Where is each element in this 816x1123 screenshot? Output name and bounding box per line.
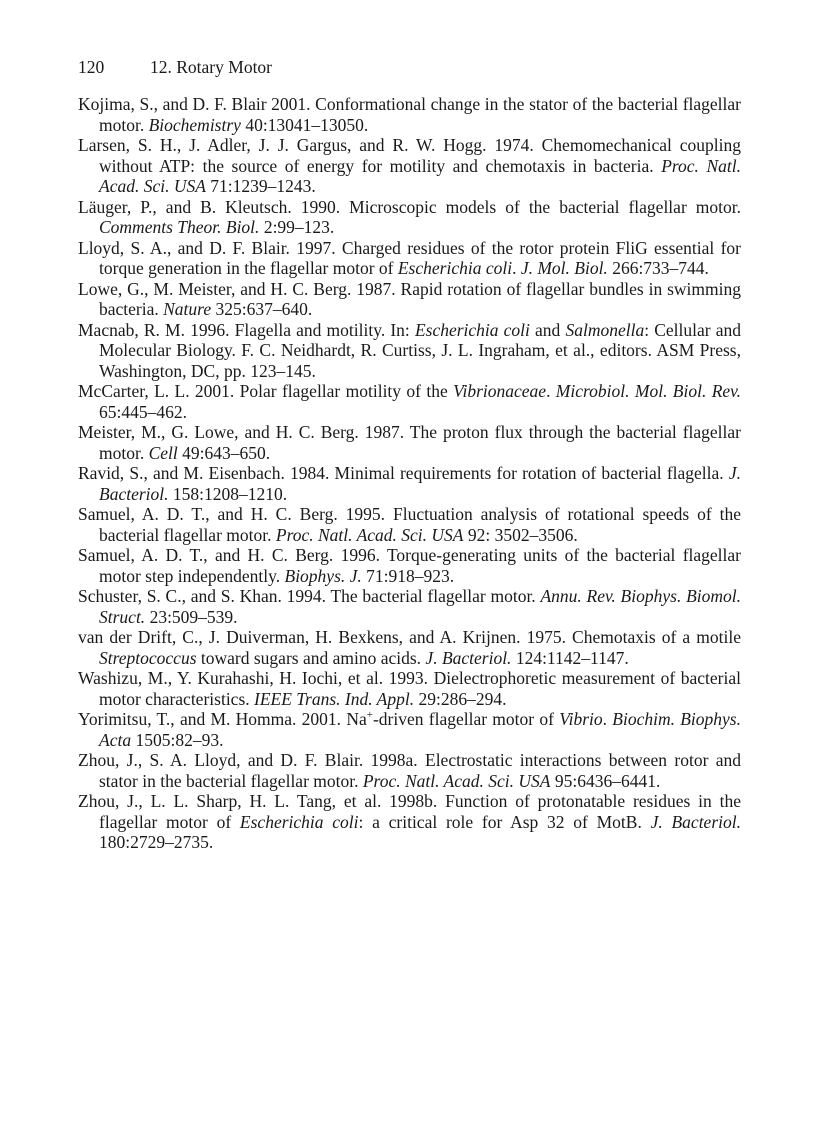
reference-text: Samuel, A. D. T., and H. C. Berg. 1996. Torque-generating units of the bacterial flagellar motor step independently. bbox=[78, 545, 741, 586]
reference-entry bbox=[78, 135, 741, 197]
reference-italic-text: J. Mol. Biol. bbox=[520, 258, 608, 278]
reference-text: 23:509–539. bbox=[145, 606, 238, 627]
reference-text: Yorimitsu, T., and M. Homma. 2001. Na bbox=[78, 709, 367, 729]
page-number: 120 bbox=[78, 57, 105, 77]
reference-entry bbox=[78, 504, 741, 545]
reference-text: . bbox=[602, 709, 613, 729]
reference-entry bbox=[78, 709, 741, 750]
reference-text: 92: 3502–3506. bbox=[463, 524, 578, 545]
reference-text: Läuger, P., and B. Kleutsch. 1990. Microscopic models of the bacterial flagellar motor. bbox=[78, 196, 741, 217]
reference-text: Kojima, S., and D. F. Blair 2001. Conformational change in the stator of the bacterial flagellar motor. bbox=[78, 94, 741, 135]
reference-entry bbox=[78, 94, 741, 135]
reference-entry bbox=[78, 545, 741, 586]
reference-italic-text: Vibrio bbox=[559, 709, 603, 729]
reference-italic-text: Microbiol. Mol. Biol. Rev. bbox=[555, 381, 741, 401]
reference-italic-text: Annu. Rev. Biophys. Biomol. Struct. bbox=[99, 586, 741, 627]
chapter-title: 12. Rotary Motor bbox=[150, 57, 273, 77]
reference-italic-text: J. Bacteriol. bbox=[99, 463, 741, 504]
reference-entry bbox=[78, 668, 741, 709]
reference-italic-text: J. Bacteriol. bbox=[425, 647, 512, 668]
reference-entry bbox=[78, 791, 741, 853]
reference-text: 95:6436–6441. bbox=[550, 770, 661, 791]
reference-text: McCarter, L. L. 2001. Polar flagellar motility of the bbox=[78, 381, 454, 401]
reference-text: 49:643–650. bbox=[177, 442, 271, 463]
reference-text: 266:733–744. bbox=[607, 258, 709, 278]
reference-entry bbox=[78, 381, 741, 422]
reference-entry bbox=[78, 750, 741, 791]
reference-entry bbox=[78, 422, 741, 463]
reference-italic-text: Proc. Natl. Acad. Sci. USA bbox=[99, 155, 742, 196]
reference-text: Meister, M., G. Lowe, and H. C. Berg. 1987. The proton flux through the bacterial flagellar motor. bbox=[78, 422, 741, 463]
reference-italic-text: Escherichia coli bbox=[414, 319, 530, 340]
reference-text: 1505:82–93. bbox=[131, 729, 224, 750]
reference-italic-text: Escherichia coli bbox=[397, 258, 513, 278]
reference-italic-text: Escherichia coli bbox=[239, 811, 359, 832]
reference-italic-text: Biochim. Biophys. Acta bbox=[99, 709, 741, 750]
reference-text: Lowe, G., M. Meister, and H. C. Berg. 1987. Rapid rotation of flagellar bundles in swimming bacteria. bbox=[78, 278, 741, 319]
reference-italic-text: Streptococcus bbox=[99, 647, 197, 668]
reference-entry bbox=[78, 627, 741, 668]
reference-italic-text: Proc. Natl. Acad. Sci. USA bbox=[362, 770, 551, 791]
reference-text: : a critical role for Asp 32 of MotB. bbox=[358, 811, 651, 832]
reference-italic-text: Biochemistry bbox=[148, 114, 241, 135]
reference-entry bbox=[78, 197, 741, 238]
reference-text: 158:1208–1210. bbox=[168, 483, 288, 504]
reference-list bbox=[78, 94, 741, 853]
reference-text: Zhou, J., L. L. Sharp, H. L. Tang, et al. 1998b. Function of protonatable residues in the flagellar motor of bbox=[78, 791, 741, 832]
running-head bbox=[78, 56, 272, 78]
reference-text: 325:637–640. bbox=[211, 299, 313, 319]
reference-text: . bbox=[546, 381, 556, 401]
reference-italic-text: Nature bbox=[163, 299, 212, 319]
reference-text: van der Drift, C., J. Duiverman, H. Bexkens, and A. Krijnen. 1975. Chemotaxis of a motile bbox=[78, 627, 741, 647]
reference-text: toward sugars and amino acids. bbox=[196, 647, 426, 668]
reference-text: 29:286–294. bbox=[414, 688, 507, 709]
reference-text: 65:445–462. bbox=[99, 401, 187, 422]
reference-text: Ravid, S., and M. Eisenbach. 1984. Minimal requirements for rotation of bacterial flagella. bbox=[78, 463, 729, 483]
reference-italic-text: IEEE Trans. Ind. Appl. bbox=[254, 688, 415, 709]
reference-entry bbox=[78, 586, 741, 627]
reference-entry bbox=[78, 238, 741, 279]
reference-text: . bbox=[512, 258, 521, 278]
reference-text: Larsen, S. H., J. Adler, J. J. Gargus, and R. W. Hogg. 1974. Chemomechanical coupling without ATP: the source of energy for motility and chemotaxis in bacteria. bbox=[78, 135, 741, 176]
reference-italic-text: Cell bbox=[148, 442, 178, 463]
reference-entry bbox=[78, 463, 741, 504]
reference-text: Macnab, R. M. 1996. Flagella and motility. In: bbox=[78, 319, 415, 340]
reference-text: 124:1142–1147. bbox=[511, 647, 629, 668]
reference-text: and bbox=[529, 319, 566, 340]
reference-text: Zhou, J., S. A. Lloyd, and D. F. Blair. 1998a. Electrostatic interactions between rotor and stator in the bacterial flagellar motor. bbox=[78, 750, 741, 791]
reference-italic-text: Biophys. J. bbox=[284, 565, 362, 586]
reference-italic-text: Comments Theor. Biol. bbox=[99, 217, 260, 237]
reference-text: Samuel, A. D. T., and H. C. Berg. 1995. Fluctuation analysis of rotational speeds of the bacterial flagellar motor. bbox=[78, 504, 741, 545]
reference-entry bbox=[78, 320, 741, 382]
reference-text: 71:918–923. bbox=[361, 565, 455, 586]
reference-text: 180:2729–2735. bbox=[99, 832, 214, 852]
reference-superscript: + bbox=[366, 709, 373, 722]
reference-text: -driven flagellar motor of bbox=[372, 709, 560, 729]
reference-text: : Cellular and Molecular Biology. F. C. Neidhardt, R. Curtiss, J. L. Ingraham, et al., editors. ASM Press, Washington, DC, pp. 123–145. bbox=[99, 319, 741, 381]
reference-text: 71:1239–1243. bbox=[205, 176, 316, 196]
reference-entry bbox=[78, 279, 741, 320]
reference-text: 40:13041–13050. bbox=[240, 114, 369, 135]
reference-text: 2:99–123. bbox=[259, 217, 335, 237]
reference-italic-text: Salmonella bbox=[565, 319, 645, 340]
reference-italic-text: Proc. Natl. Acad. Sci. USA bbox=[275, 524, 464, 545]
reference-italic-text: J. Bacteriol. bbox=[650, 811, 741, 832]
reference-text: Washizu, M., Y. Kurahashi, H. Iochi, et al. 1993. Dielectrophoretic measurement of bacterial motor characteristics. bbox=[78, 668, 741, 709]
reference-text: Schuster, S. C., and S. Khan. 1994. The bacterial flagellar motor. bbox=[78, 586, 541, 606]
reference-italic-text: Vibrionaceae bbox=[453, 381, 547, 401]
reference-text: Lloyd, S. A., and D. F. Blair. 1997. Charged residues of the rotor protein FliG essential for torque generation in the flagellar motor of bbox=[78, 237, 741, 278]
